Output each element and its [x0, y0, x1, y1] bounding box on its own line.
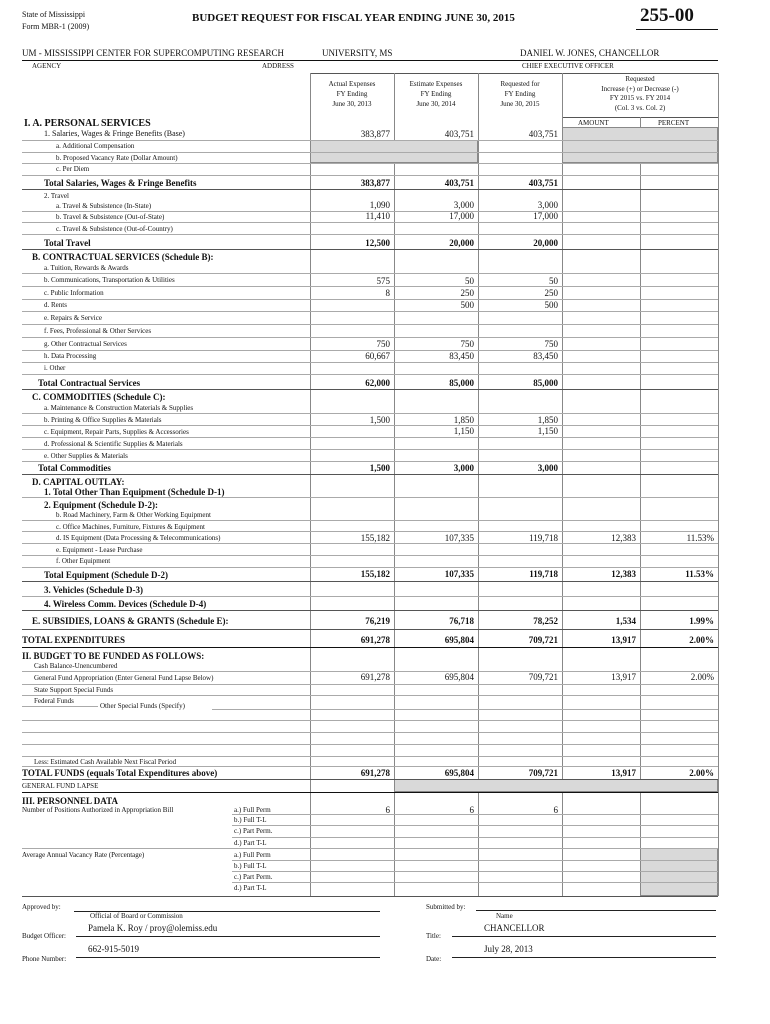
value-equipparts-requested: 1,150 [537, 426, 558, 436]
value-totcontract-estimate: 85,000 [449, 378, 474, 388]
value-instate-actual: 1,090 [369, 200, 390, 210]
row-tuition: a. Tuition, Rewards & Awards [44, 264, 129, 272]
value-totexp-requested: 709,721 [528, 635, 558, 645]
value-totequip-requested: 119,718 [529, 569, 558, 579]
value-totexp-actual: 691,278 [360, 635, 390, 645]
row-repairs: e. Repairs & Service [44, 314, 102, 322]
name-label: Name [496, 912, 513, 920]
section-commodities: C. COMMODITIES (Schedule C): [32, 392, 166, 402]
row-salaries: 1. Salaries, Wages & Fringe Benefits (Base) [44, 129, 185, 138]
title-label: Title: [426, 932, 441, 940]
row-other-equipment: f. Other Equipment [56, 557, 111, 565]
value-positions-estimate: 6 [469, 805, 474, 815]
row-data-processing: h. Data Processing [44, 352, 97, 360]
shaded-cell [394, 779, 718, 792]
value-totfunds-change-percent: 2.00% [689, 768, 714, 778]
section-personnel-data: III. PERSONNEL DATA [22, 796, 118, 806]
value-totsal-requested: 403,751 [528, 178, 558, 188]
row-travel-in-state: a. Travel & Subsistence (In-State) [56, 202, 152, 210]
row-total-contractual: Total Contractual Services [38, 378, 141, 388]
agency-label: AGENCY [32, 62, 62, 70]
approved-by-label: Approved by: [22, 903, 61, 911]
value-isequip-requested: 119,718 [529, 533, 558, 543]
row-equipment-parts: c. Equipment, Repair Parts, Supplies & Accessories [44, 428, 189, 436]
value-genfund-change-amount: 13,917 [611, 672, 636, 682]
row-vehicles: 3. Vehicles (Schedule D-3) [44, 585, 143, 595]
row-additional-compensation: a. Additional Compensation [56, 142, 135, 150]
value-totequip-actual: 155,182 [360, 569, 390, 579]
row-total-other-than-equipment: 1. Total Other Than Equipment (Schedule D-1) [44, 487, 225, 497]
value-comm-requested: 50 [549, 276, 558, 286]
value-tottravel-estimate: 20,000 [449, 238, 474, 248]
value-subsidies-requested: 78,252 [533, 616, 558, 626]
phone-label: Phone Number: [22, 955, 67, 963]
row-subsidies: E. SUBSIDIES, LOANS & GRANTS (Schedule E): [32, 616, 229, 626]
value-subsidies-actual: 76,219 [365, 616, 390, 626]
value-printing-requested: 1,850 [537, 415, 558, 425]
address-label: ADDRESS [262, 62, 294, 70]
amount-header: AMOUNT [578, 119, 609, 127]
budget-officer-field[interactable]: Pamela K. Roy / proy@olemiss.edu [76, 923, 380, 937]
shaded-cell [562, 127, 718, 163]
value-isequip-change-percent: 11.53% [686, 533, 714, 543]
row-part-perm: c.) Part Perm. [234, 827, 273, 835]
value-tottravel-requested: 20,000 [533, 238, 558, 248]
value-instate-requested: 3,000 [537, 200, 558, 210]
value-outstate-requested: 17,000 [533, 211, 558, 221]
row-fees: f. Fees, Professional & Other Services [44, 327, 152, 335]
row-part-tl-2: d.) Part T-L [234, 884, 267, 892]
row-travel-out-of-country: c. Travel & Subsistence (Out-of-Country) [56, 225, 173, 233]
row-office-machines: c. Office Machines, Furniture, Fixtures & Equipment [56, 523, 205, 531]
value-comm-estimate: 50 [465, 276, 474, 286]
value-totfunds-change-amount: 13,917 [611, 768, 636, 778]
value-isequip-change-amount: 12,383 [611, 533, 636, 543]
section-capital-outlay: D. CAPITAL OUTLAY: [32, 477, 125, 487]
row-per-diem: c. Per Diem [56, 165, 90, 173]
row-less-estimated-cash: Less: Estimated Cash Available Next Fiscal Period [34, 758, 177, 766]
section-personal-services: I. A. PERSONAL SERVICES [24, 118, 151, 129]
section-budget-funding: II. BUDGET TO BE FUNDED AS FOLLOWS: [22, 651, 205, 661]
row-part-tl: d.) Part T-L [234, 839, 267, 847]
col-change-header: Requested Increase (+) or Decrease (-) FY 2015 vs. FY 2014 (Col. 3 vs. Col. 2) [601, 75, 679, 112]
row-lease-purchase: e. Equipment - Lease Purchase [56, 546, 143, 554]
value-pubinfo-requested: 250 [544, 288, 558, 298]
row-full-tl: b.) Full T-L [234, 816, 267, 824]
value-genfund-estimate: 695,804 [444, 672, 474, 682]
row-maintenance: a. Maintenance & Construction Materials & Supplies [44, 404, 194, 412]
value-othercontract-actual: 750 [376, 339, 390, 349]
value-totcontract-actual: 62,000 [365, 378, 390, 388]
row-full-perm-2: a.) Full Perm [234, 851, 271, 859]
value-isequip-estimate: 107,335 [444, 533, 474, 543]
row-vacancy-rate: b. Proposed Vacancy Rate (Dollar Amount) [56, 154, 178, 162]
row-total-funds: TOTAL FUNDS (equals Total Expenditures above) [22, 768, 218, 778]
value-othercontract-requested: 750 [544, 339, 558, 349]
row-total-expenditures: TOTAL EXPENDITURES [22, 635, 125, 645]
row-other-special-funds: Other Special Funds (Specify) [100, 702, 185, 710]
value-genfund-change-percent: 2.00% [690, 672, 714, 682]
value-totcommod-actual: 1,500 [369, 463, 390, 473]
value-instate-estimate: 3,000 [453, 200, 474, 210]
state-label: State of Mississippi [22, 10, 86, 19]
value-dataproc-actual: 60,667 [365, 351, 390, 361]
value-comm-actual: 575 [376, 276, 390, 286]
form-title: BUDGET REQUEST FOR FISCAL YEAR ENDING JUNE 30, 2015 [192, 12, 515, 24]
value-totcommod-estimate: 3,000 [453, 463, 474, 473]
row-federal-funds: Federal Funds [34, 697, 74, 705]
row-travel: 2. Travel [44, 192, 69, 200]
value-subsidies-estimate: 76,718 [449, 616, 474, 626]
value-outstate-estimate: 17,000 [449, 211, 474, 221]
value-rents-estimate: 500 [460, 300, 474, 310]
value-totequip-change-amount: 12,383 [611, 569, 636, 579]
title-field[interactable]: CHANCELLOR [452, 923, 716, 937]
value-totfunds-requested: 709,721 [528, 768, 558, 778]
budget-officer-label: Budget Officer: [22, 932, 66, 940]
value-totfunds-estimate: 695,804 [444, 768, 474, 778]
value-salaries-estimate: 403,751 [444, 129, 474, 139]
row-is-equipment: d. IS Equipment (Data Processing & Telecommunications) [56, 534, 221, 542]
value-totcontract-requested: 85,000 [533, 378, 558, 388]
row-other-contractual: g. Other Contractual Services [44, 340, 127, 348]
form-number: Form MBR-1 (2009) [22, 22, 90, 31]
value-salaries-actual: 383,877 [360, 129, 390, 139]
value-salaries-requested: 403,751 [528, 129, 558, 139]
row-printing: b. Printing & Office Supplies & Materials [44, 416, 162, 424]
value-printing-estimate: 1,850 [453, 415, 474, 425]
row-total-commodities: Total Commodities [38, 463, 111, 473]
value-totequip-estimate: 107,335 [444, 569, 474, 579]
row-equipment: 2. Equipment (Schedule D-2): [44, 500, 159, 510]
percent-header: PERCENT [658, 119, 690, 127]
agency-code: 255-00 [640, 5, 694, 26]
value-rents-requested: 500 [544, 300, 558, 310]
value-totfunds-actual: 691,278 [360, 768, 390, 778]
submitted-by-label: Submitted by: [426, 903, 466, 911]
col-requested-header: Requested for FY Ending June 30, 2015 [500, 80, 540, 108]
row-positions-authorized: Number of Positions Authorized in Appropriation Bill [22, 806, 174, 814]
section-contractual-services: B. CONTRACTUAL SERVICES (Schedule B): [32, 252, 214, 262]
value-genfund-actual: 691,278 [360, 672, 390, 682]
row-other-i: i. Other [44, 364, 66, 372]
value-dataproc-estimate: 83,450 [449, 351, 474, 361]
row-total-salaries: Total Salaries, Wages & Fringe Benefits [44, 178, 197, 188]
row-total-travel: Total Travel [44, 238, 91, 248]
value-subsidies-change-amount: 1,534 [615, 616, 636, 626]
row-rents: d. Rents [44, 301, 67, 309]
value-othercontract-estimate: 750 [460, 339, 474, 349]
date-field[interactable]: July 28, 2013 [452, 944, 716, 958]
row-professional-supplies: d. Professional & Scientific Supplies & Materials [44, 440, 183, 448]
value-equipparts-estimate: 1,150 [453, 426, 474, 436]
value-pubinfo-estimate: 250 [460, 288, 474, 298]
row-general-fund: General Fund Appropriation (Enter General Fund Lapse Below) [34, 674, 214, 682]
row-travel-out-of-state: b. Travel & Subsistence (Out-of-State) [56, 213, 165, 221]
value-totequip-change-percent: 11.53% [685, 569, 714, 579]
agency-address: UNIVERSITY, MS [322, 48, 393, 58]
chief-executive-officer: DANIEL W. JONES, CHANCELLOR [520, 48, 660, 58]
phone-field[interactable]: 662-915-5019 [76, 944, 380, 958]
value-pubinfo-actual: 8 [385, 288, 390, 298]
agency-name: UM - MISSISSIPPI CENTER FOR SUPERCOMPUTING RESEARCH [22, 48, 285, 58]
row-road-machinery: b. Road Machinery, Farm & Other Working Equipment [56, 511, 211, 519]
value-positions-actual: 6 [385, 805, 390, 815]
row-total-equipment: Total Equipment (Schedule D-2) [44, 570, 168, 580]
row-other-supplies: e. Other Supplies & Materials [44, 452, 128, 460]
row-cash-balance: Cash Balance-Unencumbered [34, 662, 118, 670]
value-tottravel-actual: 12,500 [365, 238, 390, 248]
col-actual-header: Actual Expenses FY Ending June 30, 2013 [328, 80, 376, 108]
value-totsal-actual: 383,877 [360, 178, 390, 188]
col-estimate-header: Estimate Expenses FY Ending June 30, 2014 [409, 80, 463, 108]
shaded-cell [640, 848, 718, 896]
value-totexp-estimate: 695,804 [444, 635, 474, 645]
official-label: Official of Board or Commission [90, 912, 183, 920]
row-wireless: 4. Wireless Comm. Devices (Schedule D-4) [44, 599, 207, 609]
value-totexp-change-percent: 2.00% [689, 635, 714, 645]
value-totsal-estimate: 403,751 [444, 178, 474, 188]
value-totcommod-requested: 3,000 [537, 463, 558, 473]
row-state-support: State Support Special Funds [34, 686, 114, 694]
value-dataproc-requested: 83,450 [533, 351, 558, 361]
row-average-vacancy-rate: Average Annual Vacancy Rate (Percentage) [22, 851, 145, 859]
row-full-perm: a.) Full Perm [234, 806, 271, 814]
row-full-tl-2: b.) Full T-L [234, 862, 267, 870]
row-general-fund-lapse: GENERAL FUND LAPSE [22, 782, 99, 790]
row-public-information: c. Public Information [44, 289, 104, 297]
value-positions-requested: 6 [553, 805, 558, 815]
value-totexp-change-amount: 13,917 [611, 635, 636, 645]
row-communications: b. Communications, Transportation & Utilities [44, 276, 175, 284]
officer-label: CHIEF EXECUTIVE OFFICER [522, 62, 614, 70]
value-isequip-actual: 155,182 [360, 533, 390, 543]
value-outstate-actual: 11,410 [365, 211, 390, 221]
value-subsidies-change-percent: 1.99% [689, 616, 714, 626]
submitted-by-signature-line[interactable] [476, 909, 716, 911]
value-genfund-requested: 709,721 [528, 672, 558, 682]
date-label: Date: [426, 955, 442, 963]
value-printing-actual: 1,500 [369, 415, 390, 425]
row-part-perm-2: c.) Part Perm. [234, 873, 273, 881]
